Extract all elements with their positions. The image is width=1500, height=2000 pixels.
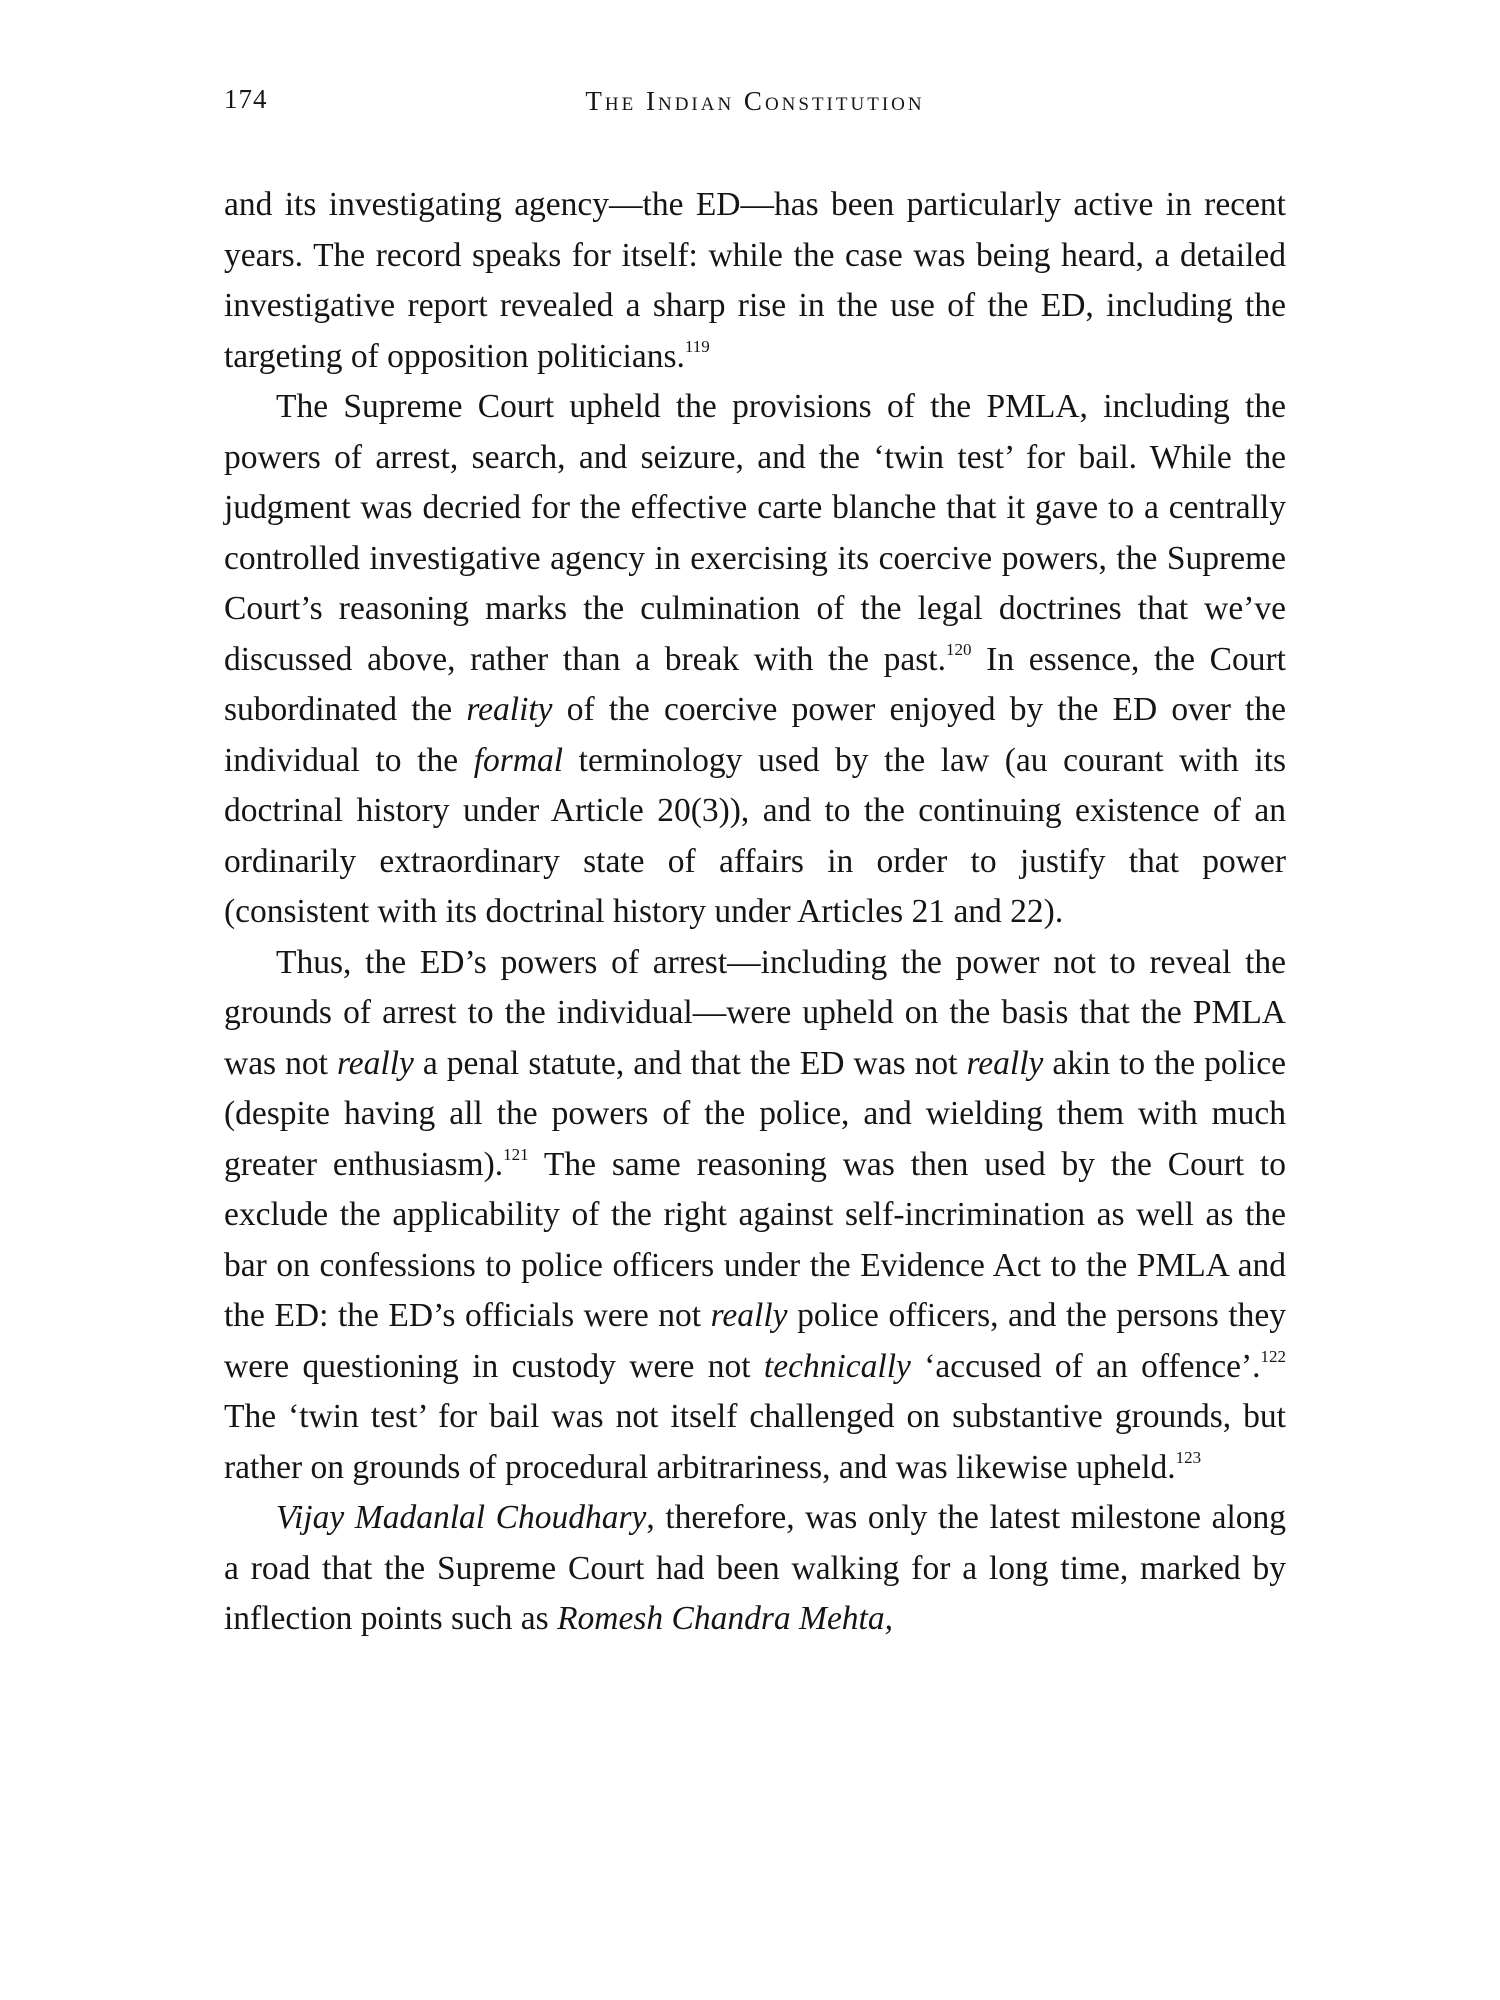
text-run: The ‘twin test’ for bail was not itself challenged on substantive grounds, but rather on grounds of procedural arbitrariness, and was likewise upheld.: [224, 1398, 1286, 1486]
text-run: Thus, the ED’s powers of arrest—including the power not to reveal the grounds of arrest to the individual—were upheld on the basis that the PMLA was not: [224, 943, 1286, 1082]
footnote-ref: 119: [684, 336, 710, 356]
page-number: 174: [224, 84, 268, 114]
text-run: akin to the police (despite having all the powers of the police, and wielding them with much greater enthusiasm).: [224, 1044, 1287, 1183]
running-head: [224, 84, 1286, 128]
text-run: of the coercive power enjoyed by the ED over the individual to the: [224, 691, 1286, 779]
text-run: ‘accused of an offence’.: [910, 1347, 1261, 1385]
footnote-ref: 123: [1175, 1447, 1202, 1467]
text-run: In essence, the Court subordinated the: [224, 640, 1286, 728]
text-run: The Supreme Court upheld the provisions of the PMLA, including the powers of arrest, search, and seizure, and the ‘twin test’ for bail. While the judgment was decried for the effective carte blanche that it gave to a centrally controlled investigative agency in exercising its coercive powers, the Supreme Court’s reasoning marks the culmination of the legal doctrines that we’ve discussed above, rather than a break with the past.: [224, 388, 1286, 678]
case-name: Vijay Madanlal Choudhary: [276, 1499, 647, 1536]
footnote-ref: 121: [503, 1144, 529, 1164]
text-run: The same reasoning was then used by the Court to exclude the applicability of the right against self-incrimination as well as the bar on confessions to police officers under the Evidence Act to the PMLA and the ED: the ED’s officials were not: [224, 1145, 1286, 1334]
paragraph-powers-of-arrest: [224, 938, 1286, 1494]
italic-emphasis: reality: [466, 691, 553, 728]
text-run: and its investigating agency—the ED—has been particularly active in recent years. The record speaks for itself: while the case was being heard, a detailed investigative report revealed a sharp rise in the use of the ED, including the targeting of opposition politicians.: [224, 186, 1286, 375]
text-run: terminology used by the law (au courant with its doctrinal history under Article 20(3)), and to the continuing existence of an ordinarily extraordinary state of affairs in order to justify that power (consistent with its doctrinal history under Articles 21 and 22).: [224, 741, 1286, 930]
text-run: police officers, and the persons they were questioning in custody were not: [224, 1297, 1286, 1385]
text-run: a penal statute, and that the ED was not: [413, 1044, 967, 1082]
italic-emphasis: really: [336, 1044, 414, 1082]
italic-emphasis: formal: [473, 741, 564, 779]
italic-emphasis: really: [710, 1297, 788, 1334]
paragraph-continued: [224, 180, 1286, 382]
paragraph-vijay-madanlal: [224, 1493, 1286, 1645]
italic-emphasis: technically: [763, 1347, 911, 1385]
paragraph-supreme-court-upheld: [224, 382, 1286, 938]
footnote-ref: 122: [1260, 1346, 1286, 1366]
footnote-ref: 120: [946, 639, 972, 659]
body-text: [224, 180, 1286, 1645]
italic-emphasis: really: [966, 1044, 1044, 1082]
book-title: The Indian Constitution: [585, 86, 925, 116]
text-run: , therefore, was only the latest milestone along a road that the Supreme Court had been walking for a long time, marked by inflection points such as: [224, 1499, 1287, 1637]
case-name: Romesh Chandra Mehta,: [557, 1600, 893, 1637]
